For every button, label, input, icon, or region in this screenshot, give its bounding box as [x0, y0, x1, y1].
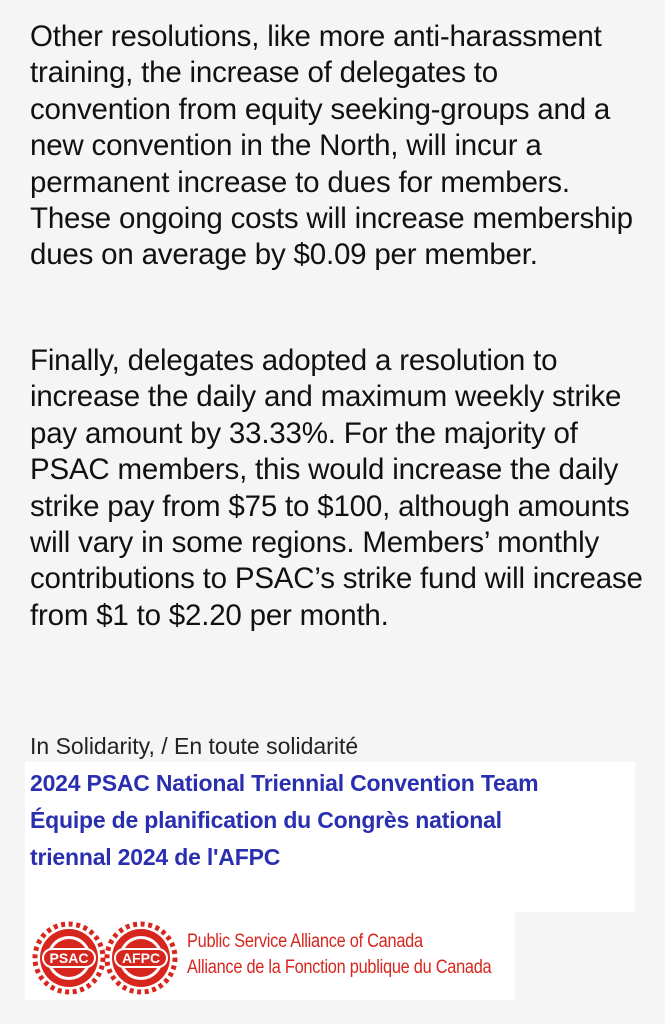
- signature-line-french-2: triennal 2024 de l'AFPC: [30, 844, 281, 870]
- closing-salutation: In Solidarity, / En toute solidarité: [30, 733, 359, 759]
- paragraph-dues-increase: Other resolutions, like more anti-harassment training, the increase of delegates to convention from equity seeking-groups and a new convention in the North, will incur a permanent increase to dues for members. These ongoing costs will increase membership dues on average by $0.09 per member.: [30, 20, 633, 272]
- psac-gear-icon: [35, 924, 103, 992]
- signature-block: [25, 762, 635, 912]
- psac-afpc-gear-logo-icon: [29, 916, 185, 996]
- psac-logo: [25, 912, 515, 1000]
- logo-badge-afpc: AFPC: [121, 950, 161, 966]
- afpc-gear-icon: [107, 924, 175, 992]
- logo-name-english: Public Service Alliance of Canada: [187, 931, 423, 952]
- logo-name-french: Alliance de la Fonction publique du Canada: [187, 957, 492, 978]
- logo-badge-psac: PSAC: [49, 950, 89, 966]
- paragraph-strike-pay: Finally, delegates adopted a resolution to increase the daily and maximum weekly strike pay amount by 33.33%. For the majority of PSAC members, this would increase the daily strike pay from $75 to $100, although amounts will vary in some regions. Members’ monthly contributions to PSAC’s strike fund will increase from $1 to $2.20 per month.: [30, 344, 643, 632]
- signature-line-french-1: Équipe de planification du Congrès national: [30, 807, 502, 833]
- signature-line-english: 2024 PSAC National Triennial Convention Team: [30, 770, 539, 796]
